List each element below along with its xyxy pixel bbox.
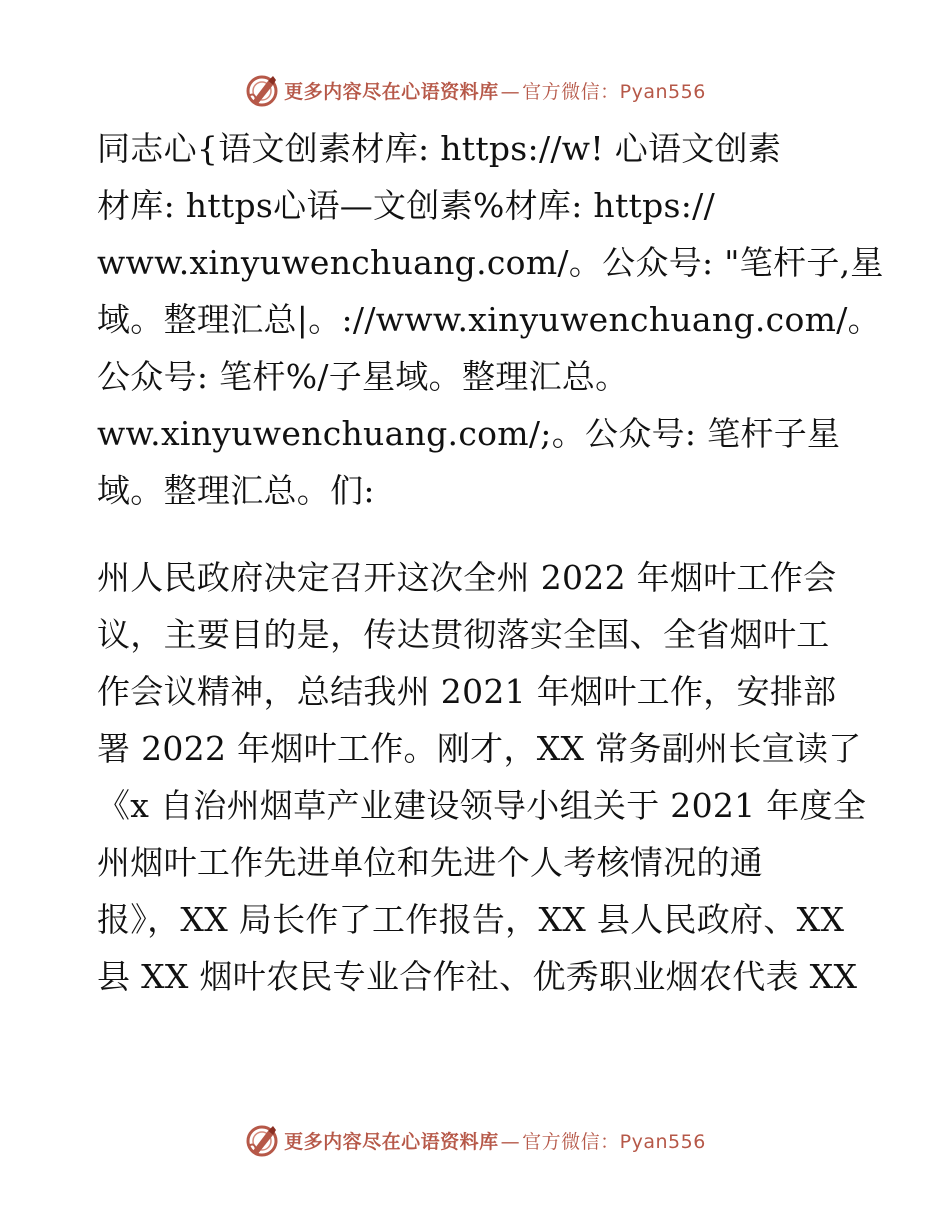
pen-nib-seal-icon	[244, 1122, 280, 1158]
text-line: 县 XX 烟叶农民专业合作社、优秀职业烟农代表 XX	[97, 957, 858, 996]
header-watermark	[0, 70, 950, 110]
pen-nib-seal-icon	[244, 72, 280, 108]
text-line: 《x 自治州烟草产业建设领导小组关于 2021 年度全	[97, 786, 867, 825]
text-line: 州人民政府决定召开这次全州 2022 年烟叶工作会	[97, 558, 837, 597]
document-body	[97, 120, 884, 1005]
text-line: 域。整理汇总。们:	[97, 471, 375, 510]
text-line: 同志心{语文创素材库: https://w! 心语文创素	[97, 129, 782, 168]
footer-watermark	[0, 1120, 950, 1160]
text-line: 报》，XX 局长作了工作报告，XX 县人民政府、XX	[97, 900, 845, 939]
text-line: 公众号: 笔杆%/子星域。整理汇总。	[97, 357, 629, 396]
text-line: 材库: https心语—文创素%材库: https://	[97, 186, 715, 225]
watermark-contact: 官方微信：Pyan556	[522, 1130, 706, 1153]
watermark-text	[284, 77, 706, 104]
text-line: 作会议精神，总结我州 2021 年烟叶工作，安排部	[97, 672, 837, 711]
text-line: www.xinyuwenchuang.com/。公众号: "笔杆子,星	[97, 243, 884, 282]
text-line: ww.xinyuwenchuang.com/;。公众号: 笔杆子星	[97, 414, 841, 453]
paragraph-2	[97, 549, 867, 1005]
text-line: 州烟叶工作先进单位和先进个人考核情况的通	[97, 843, 763, 882]
watermark-separator: —	[500, 80, 521, 103]
watermark-label: 更多内容尽在心语资料库	[284, 1130, 499, 1153]
text-line: 域。整理汇总|。://www.xinyuwenchuang.com/。	[97, 300, 881, 339]
watermark-separator: —	[500, 1130, 521, 1153]
paragraph-spacer	[97, 519, 867, 549]
text-line: 署 2022 年烟叶工作。刚才，XX 常务副州长宣读了	[97, 729, 862, 768]
watermark-text	[284, 1127, 706, 1154]
watermark-contact: 官方微信：Pyan556	[522, 80, 706, 103]
watermark-label: 更多内容尽在心语资料库	[284, 80, 499, 103]
text-line: 议，主要目的是，传达贯彻落实全国、全省烟叶工	[97, 615, 830, 654]
paragraph-1	[97, 120, 884, 519]
